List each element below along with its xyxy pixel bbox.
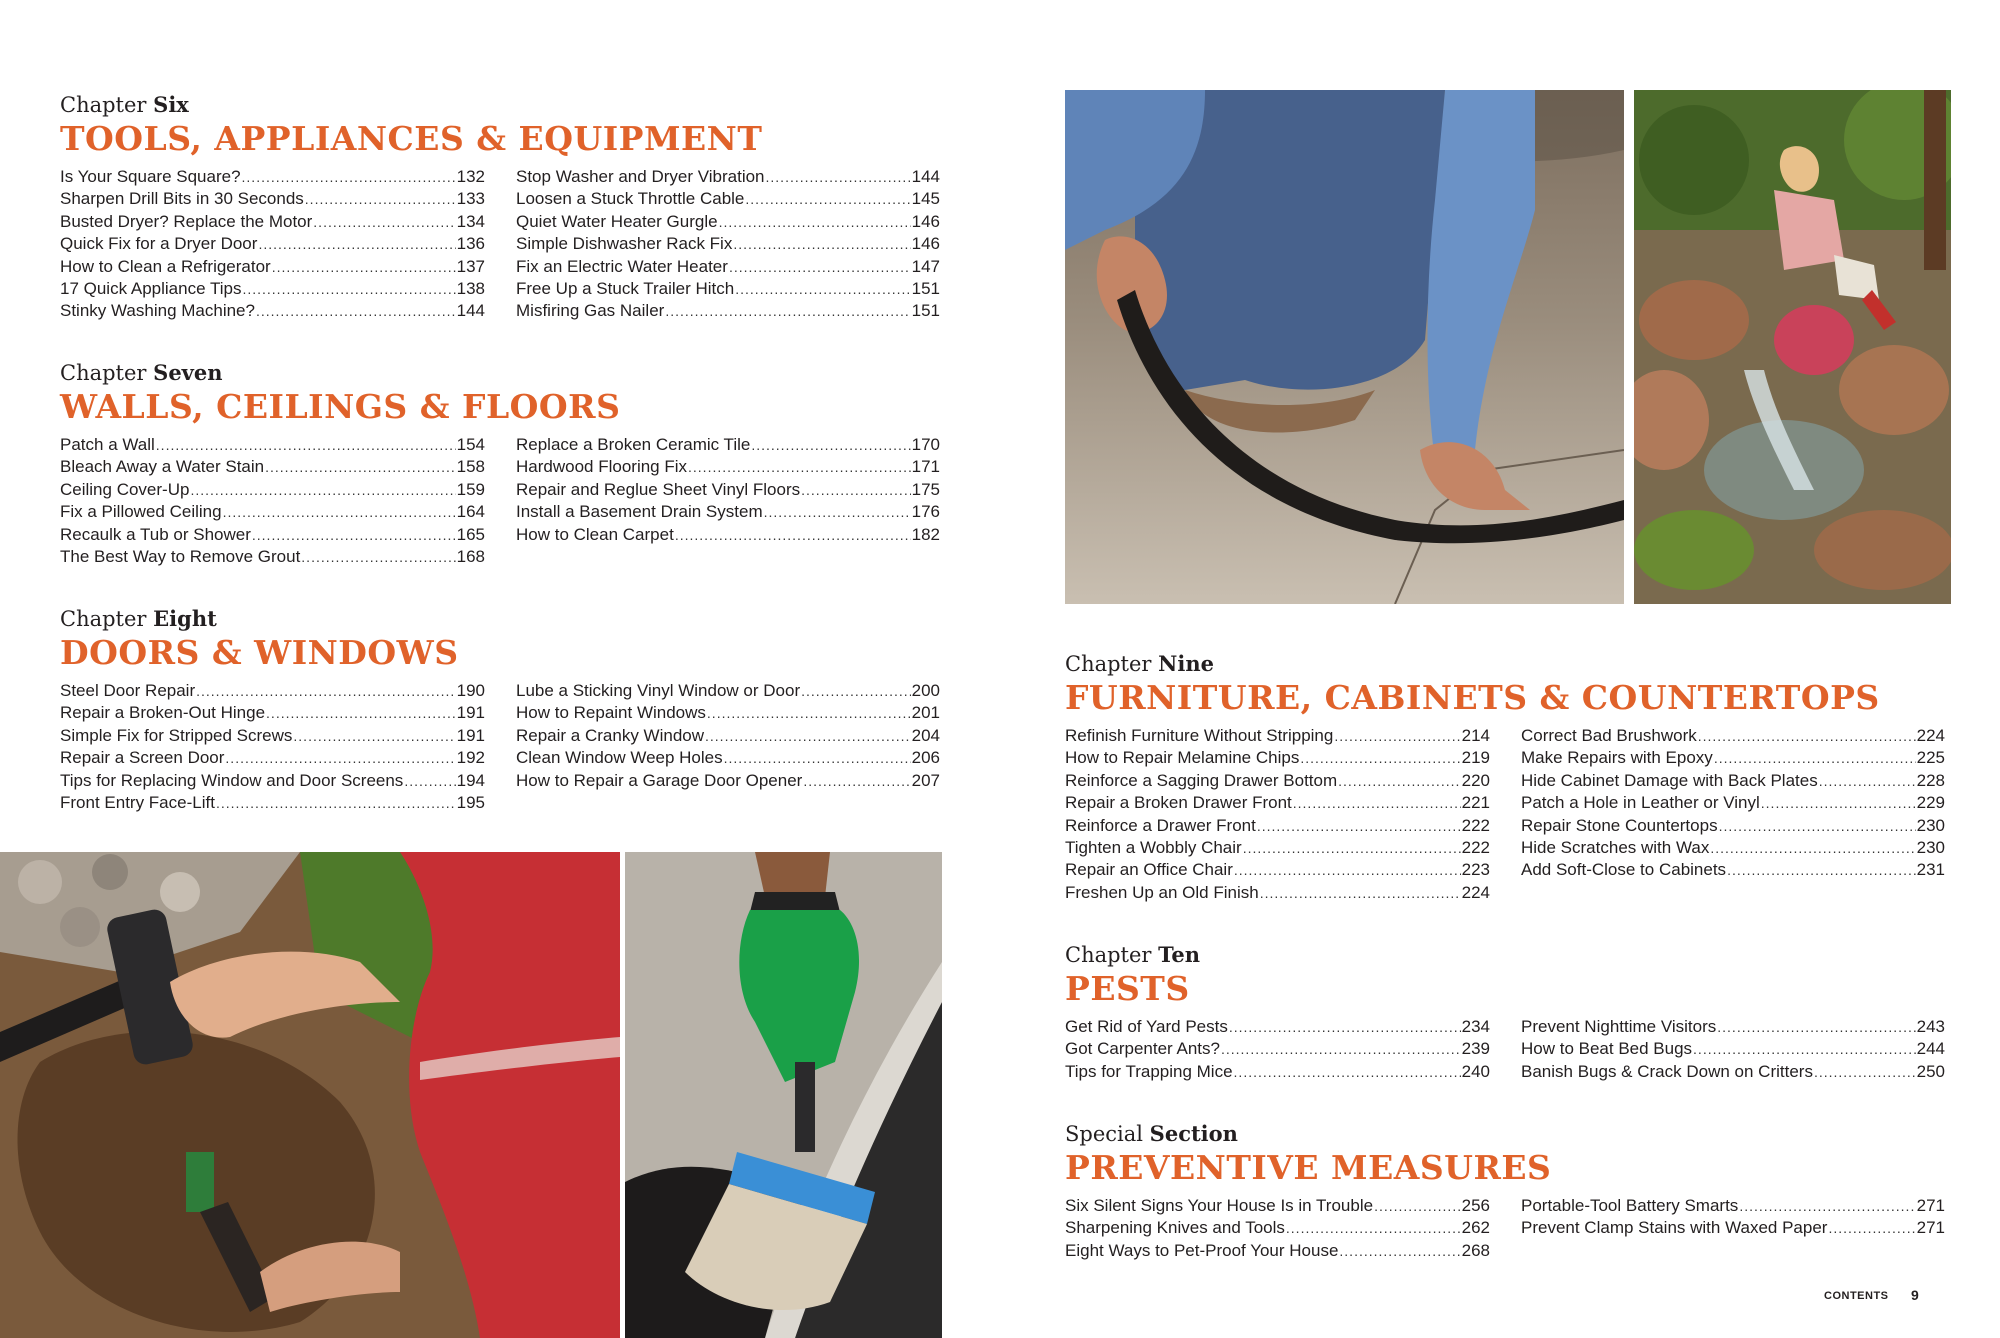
toc-entry-page: 144: [911, 167, 940, 186]
chapter-nine: [1065, 651, 1945, 910]
toc-entry: [1065, 1038, 1490, 1060]
toc-column-right: [516, 434, 940, 546]
toc-entry: [516, 725, 940, 747]
toc-entry-title: The Best Way to Remove Grout: [60, 547, 301, 567]
toc-entry: [516, 770, 940, 792]
toc-entry-title: Make Repairs with Epoxy: [1521, 748, 1713, 768]
dot-leader: [1374, 1195, 1461, 1217]
toc-entry-page: 145: [911, 189, 940, 209]
toc-entry-page: 214: [1461, 726, 1490, 745]
toc-entry-page: 182: [911, 524, 940, 544]
toc-entry-page: 132: [456, 167, 485, 186]
toc-entry-page: 138: [456, 279, 485, 299]
toc-entry-page: 262: [1461, 1218, 1490, 1238]
dot-leader: [1698, 725, 1916, 747]
toc-entry: [516, 278, 940, 300]
toc-entry: [60, 747, 485, 769]
toc-entry: [1521, 1016, 1945, 1038]
dot-leader: [707, 702, 911, 724]
toc-entry: [1065, 1217, 1490, 1239]
dot-leader: [301, 546, 455, 568]
dot-leader: [1234, 859, 1461, 881]
toc-entry: [516, 211, 940, 233]
toc-entry-page: 256: [1461, 1196, 1490, 1215]
dot-leader: [733, 233, 910, 255]
toc-entry-title: How to Repair a Garage Door Opener: [516, 770, 803, 790]
toc-entry-page: 243: [1916, 1017, 1945, 1036]
photo-driveway-sealing: [625, 852, 942, 1338]
dot-leader: [242, 166, 456, 188]
toc-entry-title: Repair a Screen Door: [60, 748, 225, 768]
dot-leader: [1234, 1061, 1461, 1083]
toc-entry-title: Steel Door Repair: [60, 681, 196, 700]
chapter-seven: [60, 360, 940, 574]
toc-entry: [1065, 1240, 1490, 1262]
toc-entry: [60, 456, 485, 478]
dot-leader: [1257, 815, 1461, 837]
toc-entry-title: Banish Bugs & Crack Down on Critters: [1521, 1061, 1813, 1081]
dot-leader: [1286, 1217, 1461, 1239]
toc-entry-page: 134: [456, 211, 485, 231]
footer-section-label: CONTENTS: [1824, 1290, 1889, 1302]
toc-entry-title: Free Up a Stuck Trailer Hitch: [516, 279, 735, 299]
toc-entry-page: 146: [911, 234, 940, 254]
toc-entry-title: Repair an Office Chair: [1065, 860, 1233, 880]
dot-leader: [801, 479, 910, 501]
dot-leader: [190, 479, 455, 501]
photo-sprinkler-repair: [0, 852, 620, 1338]
toc-entry-title: Repair and Reglue Sheet Vinyl Floors: [516, 479, 801, 499]
toc-column-right: [516, 680, 940, 792]
dot-leader: [225, 747, 455, 769]
toc-entry-page: 136: [456, 234, 485, 254]
toc-column-left: [1065, 725, 1490, 904]
toc-entry-title: Clean Window Weep Holes: [516, 748, 723, 768]
dot-leader: [313, 211, 455, 233]
toc-entry-title: Stinky Washing Machine?: [60, 301, 255, 321]
dot-leader: [266, 702, 456, 724]
dot-leader: [1221, 1038, 1461, 1060]
toc-entry-page: 244: [1916, 1039, 1945, 1059]
toc-entry-title: Portable-Tool Battery Smarts: [1521, 1196, 1739, 1215]
toc-entry-page: 176: [911, 502, 940, 522]
toc-entry-page: 195: [456, 793, 485, 813]
toc-entry-title: Freshen Up an Old Finish: [1065, 882, 1259, 902]
toc-entry-page: 230: [1916, 815, 1945, 835]
toc-entry-page: 154: [456, 435, 485, 454]
toc-entry: [60, 434, 485, 456]
toc-entry-page: 170: [911, 435, 940, 454]
toc-entry-title: Prevent Nighttime Visitors: [1521, 1017, 1717, 1036]
toc-entry-page: 271: [1916, 1218, 1945, 1238]
toc-entry-page: 133: [456, 189, 485, 209]
toc-entry-page: 207: [911, 770, 940, 790]
toc-entry-page: 144: [456, 301, 485, 321]
toc-entry: [516, 256, 940, 278]
dot-leader: [735, 278, 910, 300]
dot-leader: [242, 278, 455, 300]
photo-edging-concrete: [1065, 90, 1624, 604]
toc-entry-page: 221: [1461, 793, 1490, 813]
toc-entry-page: 147: [911, 256, 940, 276]
dot-leader: [1300, 747, 1460, 769]
toc-entry-title: Busted Dryer? Replace the Motor: [60, 211, 313, 231]
chapter-eight: [60, 606, 940, 820]
toc-entry-title: Quiet Water Heater Gurgle: [516, 211, 718, 231]
toc-entry: [1065, 792, 1490, 814]
toc-entry: [516, 300, 940, 322]
toc-entry-title: Six Silent Signs Your House Is in Trouble: [1065, 1196, 1374, 1215]
chapter-label: Chapter Eight: [60, 606, 217, 631]
toc-entry-title: 17 Quick Appliance Tips: [60, 279, 242, 299]
toc-entry-page: 171: [911, 457, 940, 477]
chapter-title: PREVENTIVE MEASURES: [1065, 1148, 1552, 1187]
toc-entry-page: 228: [1916, 770, 1945, 790]
chapter-six: [60, 92, 940, 326]
toc-entry-title: Front Entry Face-Lift: [60, 793, 215, 813]
toc-entry-title: Repair Stone Countertops: [1521, 815, 1718, 835]
dot-leader: [216, 792, 456, 814]
toc-entry-page: 234: [1461, 1017, 1490, 1036]
toc-entry-page: 151: [911, 301, 940, 321]
dot-leader: [1260, 882, 1461, 904]
chapter-title: DOORS & WINDOWS: [60, 633, 459, 672]
toc-entry-page: 192: [456, 748, 485, 768]
dot-leader: [1761, 792, 1916, 814]
toc-entry-title: Tighten a Wobbly Chair: [1065, 838, 1242, 858]
toc-entry-page: 225: [1916, 748, 1945, 768]
toc-entry: [1065, 882, 1490, 904]
dot-leader: [705, 725, 911, 747]
toc-entry-page: 231: [1916, 860, 1945, 880]
toc-entry: [60, 188, 485, 210]
dot-leader: [265, 456, 456, 478]
dot-leader: [252, 524, 456, 546]
toc-entry-page: 165: [456, 524, 485, 544]
toc-entry-page: 224: [1461, 882, 1490, 902]
toc-column-left: [60, 434, 485, 568]
chapter-label: Chapter Nine: [1065, 651, 1214, 676]
toc-entry-title: Install a Basement Drain System: [516, 502, 763, 522]
dot-leader: [745, 188, 910, 210]
dot-leader: [1828, 1217, 1915, 1239]
toc-entry-page: 194: [456, 770, 485, 790]
toc-entry: [1521, 837, 1945, 859]
dot-leader: [719, 211, 911, 233]
toc-entry: [60, 725, 485, 747]
photo-garden-pond: [1634, 90, 1951, 604]
chapter-title: FURNITURE, CABINETS & COUNTERTOPS: [1065, 678, 1880, 717]
toc-entry-title: Stop Washer and Dryer Vibration: [516, 167, 765, 186]
toc-entry-page: 146: [911, 211, 940, 231]
page-number: 9: [1911, 1287, 1919, 1303]
toc-entry-page: 271: [1916, 1196, 1945, 1215]
toc-entry: [1065, 837, 1490, 859]
toc-entry: [516, 166, 940, 188]
toc-entry: [1521, 1217, 1945, 1239]
toc-entry: [516, 434, 940, 456]
toc-entry-page: 250: [1916, 1061, 1945, 1081]
toc-entry: [516, 524, 940, 546]
toc-entry: [60, 792, 485, 814]
toc-entry-title: Is Your Square Square?: [60, 167, 241, 186]
toc-entry-page: 229: [1916, 793, 1945, 813]
toc-entry: [1521, 792, 1945, 814]
chapter-label: Chapter Seven: [60, 360, 223, 385]
toc-entry-title: How to Clean Carpet: [516, 524, 674, 544]
dot-leader: [1814, 1061, 1916, 1083]
toc-entry-page: 191: [456, 725, 485, 745]
dot-leader: [223, 501, 456, 523]
toc-entry: [60, 211, 485, 233]
toc-entry-page: 159: [456, 479, 485, 499]
toc-entry-title: Correct Bad Brushwork: [1521, 726, 1697, 745]
dot-leader: [766, 166, 911, 188]
toc-entry: [516, 680, 940, 702]
toc-entry: [60, 166, 485, 188]
toc-entry-page: 224: [1916, 726, 1945, 745]
chapter-ten: [1065, 942, 1945, 1091]
toc-entry-title: Tips for Replacing Window and Door Screens: [60, 770, 404, 790]
toc-entry-title: Got Carpenter Ants?: [1065, 1039, 1220, 1059]
toc-entry-title: Repair a Broken-Out Hinge: [60, 703, 266, 723]
toc-entry-page: 200: [911, 681, 940, 700]
toc-entry: [1065, 1061, 1490, 1083]
toc-entry: [1065, 815, 1490, 837]
toc-entry-page: 222: [1461, 838, 1490, 858]
dot-leader: [272, 256, 456, 278]
dot-leader: [1717, 1016, 1915, 1038]
toc-entry: [60, 233, 485, 255]
toc-column-left: [60, 680, 485, 814]
toc-entry-title: Recaulk a Tub or Shower: [60, 524, 251, 544]
toc-entry-title: Add Soft-Close to Cabinets: [1521, 860, 1727, 880]
toc-entry-title: Repair a Broken Drawer Front: [1065, 793, 1292, 813]
toc-entry-title: Patch a Hole in Leather or Vinyl: [1521, 793, 1760, 813]
toc-entry-title: Simple Dishwasher Rack Fix: [516, 234, 733, 254]
dot-leader: [675, 524, 911, 546]
dot-leader: [404, 770, 455, 792]
toc-entry-title: How to Repair Melamine Chips: [1065, 748, 1300, 768]
toc-entry: [60, 479, 485, 501]
toc-entry: [516, 188, 940, 210]
dot-leader: [803, 770, 910, 792]
toc-entry: [1065, 1195, 1490, 1217]
toc-entry: [60, 300, 485, 322]
toc-entry-title: Fix a Pillowed Ceiling: [60, 502, 222, 522]
toc-entry-page: 175: [911, 479, 940, 499]
dot-leader: [665, 300, 910, 322]
dot-leader: [688, 456, 911, 478]
toc-entry: [1521, 815, 1945, 837]
toc-entry-page: 239: [1461, 1039, 1490, 1059]
toc-entry-title: Fix an Electric Water Heater: [516, 256, 728, 276]
toc-entry-title: Tips for Trapping Mice: [1065, 1061, 1233, 1081]
toc-entry-title: Bleach Away a Water Stain: [60, 457, 265, 477]
toc-entry: [60, 546, 485, 568]
toc-column-right: [1521, 1195, 1945, 1240]
toc-entry-title: Replace a Broken Ceramic Tile: [516, 435, 751, 454]
toc-entry: [1521, 859, 1945, 881]
toc-entry-page: 268: [1461, 1240, 1490, 1260]
toc-entry-title: Refinish Furniture Without Stripping: [1065, 726, 1334, 745]
dot-leader: [196, 680, 456, 702]
toc-entry: [1521, 1195, 1945, 1217]
dot-leader: [1714, 747, 1916, 769]
dot-leader: [258, 233, 455, 255]
toc-entry: [1521, 725, 1945, 747]
dot-leader: [1710, 837, 1915, 859]
toc-entry-title: Prevent Clamp Stains with Waxed Paper: [1521, 1218, 1828, 1238]
toc-column-right: [1521, 1016, 1945, 1083]
toc-entry-title: How to Clean a Refrigerator: [60, 256, 271, 276]
toc-entry-page: 240: [1461, 1061, 1490, 1081]
toc-entry-page: 164: [456, 502, 485, 522]
toc-entry-title: Hardwood Flooring Fix: [516, 457, 688, 477]
dot-leader: [751, 434, 910, 456]
toc-entry-page: 222: [1461, 815, 1490, 835]
chapter-title: WALLS, CEILINGS & FLOORS: [60, 387, 621, 426]
dot-leader: [1727, 859, 1916, 881]
toc-entry: [60, 680, 485, 702]
toc-entry-page: 191: [456, 703, 485, 723]
toc-entry: [516, 702, 940, 724]
dot-leader: [724, 747, 911, 769]
toc-entry-title: How to Repaint Windows: [516, 703, 706, 723]
toc-entry: [60, 501, 485, 523]
dot-leader: [1334, 725, 1460, 747]
toc-entry-title: Lube a Sticking Vinyl Window or Door: [516, 681, 801, 700]
toc-entry-page: 206: [911, 748, 940, 768]
chapter-title: PESTS: [1065, 969, 1190, 1008]
dot-leader: [764, 501, 911, 523]
toc-entry-title: Repair a Cranky Window: [516, 725, 705, 745]
toc-entry-title: Hide Cabinet Damage with Back Plates: [1521, 770, 1818, 790]
toc-entry: [1521, 770, 1945, 792]
toc-entry-page: 204: [911, 725, 940, 745]
toc-entry: [60, 256, 485, 278]
toc-entry-title: Reinforce a Drawer Front: [1065, 815, 1256, 835]
dot-leader: [1339, 1240, 1460, 1262]
toc-entry: [1065, 1016, 1490, 1038]
toc-entry-title: Get Rid of Yard Pests: [1065, 1017, 1228, 1036]
toc-entry-title: Sharpen Drill Bits in 30 Seconds: [60, 189, 304, 209]
toc-entry: [60, 702, 485, 724]
toc-entry-title: Patch a Wall: [60, 435, 155, 454]
toc-entry: [60, 524, 485, 546]
dot-leader: [1229, 1016, 1461, 1038]
toc-entry-title: Eight Ways to Pet-Proof Your House: [1065, 1240, 1339, 1260]
dot-leader: [1739, 1195, 1915, 1217]
toc-entry: [60, 770, 485, 792]
toc-column-left: [1065, 1016, 1490, 1083]
toc-entry-title: Simple Fix for Stripped Screws: [60, 725, 293, 745]
toc-entry-title: Ceiling Cover-Up: [60, 479, 190, 499]
toc-entry-page: 137: [456, 256, 485, 276]
toc-entry-title: Misfiring Gas Nailer: [516, 301, 665, 321]
toc-entry-title: Hide Scratches with Wax: [1521, 838, 1710, 858]
toc-column-left: [60, 166, 485, 323]
toc-entry-title: Loosen a Stuck Throttle Cable: [516, 189, 745, 209]
dot-leader: [1293, 792, 1461, 814]
chapter-title: TOOLS, APPLIANCES & EQUIPMENT: [60, 119, 763, 158]
dot-leader: [156, 434, 456, 456]
toc-entry-title: Sharpening Knives and Tools: [1065, 1218, 1285, 1238]
dot-leader: [1693, 1038, 1916, 1060]
toc-entry: [516, 501, 940, 523]
chapter-label: Chapter Six: [60, 92, 189, 117]
toc-entry-page: 168: [456, 547, 485, 567]
dot-leader: [1719, 815, 1916, 837]
dot-leader: [729, 256, 911, 278]
toc-entry-title: How to Beat Bed Bugs: [1521, 1039, 1693, 1059]
chapter-label: Chapter Ten: [1065, 942, 1201, 967]
toc-column-right: [1521, 725, 1945, 882]
toc-column-left: [1065, 1195, 1490, 1262]
toc-entry: [1521, 747, 1945, 769]
toc-entry: [516, 456, 940, 478]
dot-leader: [1819, 770, 1916, 792]
toc-entry: [516, 479, 940, 501]
toc-entry-page: 219: [1461, 748, 1490, 768]
toc-entry-page: 158: [456, 457, 485, 477]
dot-leader: [305, 188, 456, 210]
dot-leader: [1338, 770, 1460, 792]
toc-column-right: [516, 166, 940, 323]
dot-leader: [293, 725, 455, 747]
toc-entry-title: Reinforce a Sagging Drawer Bottom: [1065, 770, 1338, 790]
toc-entry: [1065, 747, 1490, 769]
toc-entry-page: 220: [1461, 770, 1490, 790]
toc-entry: [516, 233, 940, 255]
toc-entry: [1065, 859, 1490, 881]
toc-entry: [1065, 725, 1490, 747]
toc-entry: [516, 747, 940, 769]
special-section: [1065, 1121, 1945, 1270]
dot-leader: [256, 300, 456, 322]
dot-leader: [801, 680, 911, 702]
toc-entry-page: 223: [1461, 860, 1490, 880]
chapter-label: Special Section: [1065, 1121, 1238, 1146]
dot-leader: [1243, 837, 1461, 859]
toc-entry-page: 151: [911, 279, 940, 299]
toc-entry-title: Quick Fix for a Dryer Door: [60, 234, 258, 254]
toc-entry-page: 230: [1916, 838, 1945, 858]
toc-entry: [1521, 1038, 1945, 1060]
toc-entry: [1065, 770, 1490, 792]
toc-entry: [60, 278, 485, 300]
toc-entry-page: 201: [911, 703, 940, 723]
toc-entry-page: 190: [456, 681, 485, 700]
toc-entry: [1521, 1061, 1945, 1083]
